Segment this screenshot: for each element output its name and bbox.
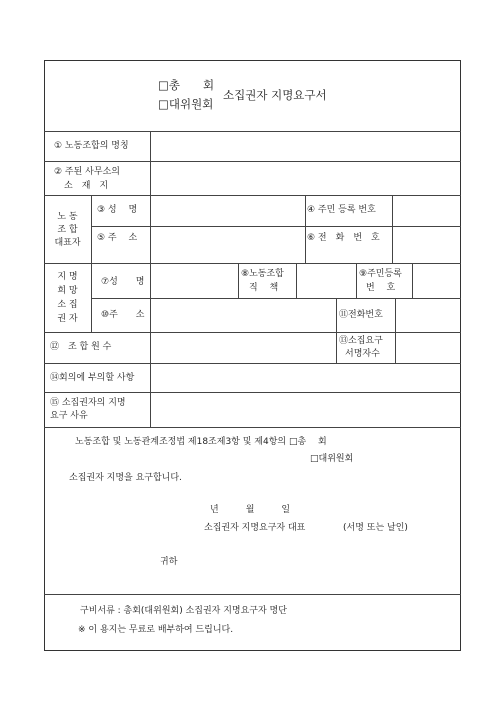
- statement-signer: 소집권자 지명요구자 대표: [204, 523, 306, 533]
- rule-row14-bottom: [44, 392, 461, 393]
- rule-v-nom-8left: [238, 263, 239, 298]
- rule-v-nom-11right: [395, 298, 396, 332]
- label-nom-union-position-1: ⑧노동조합: [241, 269, 284, 279]
- rule-rep-mid: [91, 226, 461, 227]
- label-signer-count-1: ⑬소집요구: [339, 336, 383, 346]
- label-nom-address: ⑩주 소: [101, 310, 145, 320]
- rule-v-rep-label: [150, 195, 151, 263]
- rule-v-nom-9right: [412, 263, 413, 298]
- label-nom-resident-number-2: 번 호: [366, 283, 396, 293]
- rule-v-group-left: [91, 195, 92, 332]
- label-member-count: ⑫ 조 합 원 수: [50, 342, 112, 352]
- rule-row12-bottom: [44, 363, 461, 364]
- rule-v-rep-mid: [305, 195, 306, 263]
- rule-nom-mid: [91, 298, 461, 299]
- label-signer-count-2: 서명자수: [345, 349, 380, 359]
- label-reason-1: ⑮ 소집권자의 지명: [50, 398, 126, 408]
- rule-row1-bottom: [44, 161, 461, 162]
- rule-v-row13-left: [336, 332, 337, 363]
- label-reason-2: 요구 사유: [50, 411, 88, 421]
- statement-date: 년 월 일: [210, 505, 291, 515]
- rule-v-rep-right: [392, 195, 393, 263]
- label-rep-1: 노 동: [57, 212, 78, 222]
- label-nom-3: 소 집: [57, 300, 78, 310]
- label-rep-name: ③ 성 명: [97, 205, 138, 215]
- label-rep-3: 대표자: [54, 238, 81, 248]
- footer-note: ※ 이 용지는 무료로 배부하여 드립니다.: [78, 625, 234, 635]
- form-title: 소집권자 지명요구서: [223, 88, 327, 102]
- statement-line2: □대위원회: [310, 454, 354, 464]
- statement-line1: 노동조합 및 노동관계조정법 제18조제3항 및 제4항의 □총 회: [75, 437, 327, 447]
- label-union-name: ① 노동조합의 명칭: [54, 141, 129, 151]
- statement-line3: 소집권자 지명을 요구합니다.: [69, 473, 182, 483]
- label-office-line1: ② 주된 사무소의: [54, 167, 120, 177]
- rule-nom-bottom: [44, 332, 461, 333]
- rule-footer-top: [44, 594, 461, 595]
- label-nom-phone: ⑪전화번호: [339, 310, 383, 320]
- rule-row2-bottom: [44, 195, 461, 196]
- rule-v-nom-11left: [336, 298, 337, 332]
- label-rep-phone: ⑥ 전 화 번 호: [307, 233, 380, 243]
- option-delegate-meeting: □대위원회: [158, 97, 214, 111]
- rule-v-row12-label: [150, 332, 151, 363]
- label-nom-name: ⑦성 명: [101, 277, 145, 287]
- rule-header-bottom: [44, 131, 461, 132]
- label-office-line2: 소 재 지: [64, 181, 109, 191]
- label-nom-resident-number-1: ⑨주민등록: [359, 269, 402, 279]
- rule-v-nom-8right: [296, 263, 297, 298]
- rule-v-nom-label: [150, 263, 151, 332]
- statement-sign-note: (서명 또는 날인): [343, 523, 408, 533]
- rule-v-rows14-15: [150, 363, 151, 427]
- label-rep-2: 조 합: [57, 225, 78, 235]
- label-nom-1: 지 명: [57, 272, 78, 282]
- footer-attachments: 구비서류 : 총회(대위원회) 소집권자 지명요구자 명단: [80, 606, 287, 616]
- label-nom-2: 희 망: [57, 286, 78, 296]
- rule-v-rows1-2: [150, 131, 151, 195]
- label-nom-union-position-2: 직 책: [249, 283, 279, 293]
- option-general-meeting: □총 회: [158, 78, 215, 92]
- label-nom-4: 권 자: [57, 314, 78, 324]
- rule-rep-bottom: [44, 263, 461, 264]
- label-agenda: ⑭회의에 부의할 사항: [50, 373, 135, 383]
- rule-v-nom-9left: [356, 263, 357, 298]
- statement-recipient: 귀하: [160, 557, 178, 567]
- label-rep-address: ⑤ 주 소: [97, 233, 138, 243]
- rule-v-row13-right: [395, 332, 396, 363]
- rule-row15-bottom: [44, 427, 461, 428]
- label-rep-resident-number: ④ 주민 등록 번호: [307, 205, 376, 215]
